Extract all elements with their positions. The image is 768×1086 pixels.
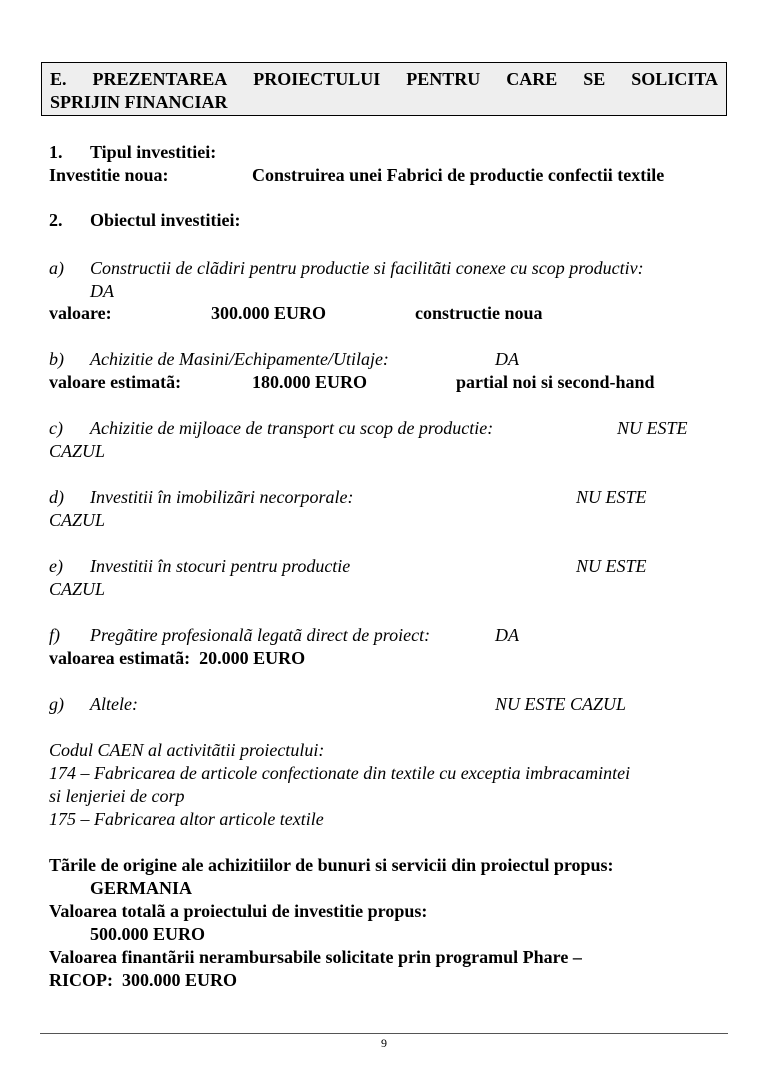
origin-label: Tãrile de origine ale achizitiilor de bunuri si servicii din proiectul propus: <box>49 855 614 875</box>
caen-line-3: 175 – Fabricarea altor articole textile <box>49 809 324 829</box>
item-g-answer: NU ESTE CAZUL <box>495 694 627 714</box>
investment-type-value: Construirea unei Fabrici de productie confectii textile <box>252 165 665 185</box>
item-c-answer: NU ESTE <box>617 418 688 438</box>
item-c-text: Achizitie de mijloace de transport cu scop de productie: <box>90 418 494 438</box>
item-f-letter: f) <box>49 625 60 645</box>
item-d-letter: d) <box>49 487 64 507</box>
item-d-answer-cont: CAZUL <box>49 510 106 530</box>
header-word: PROIECTULUI <box>253 69 381 89</box>
header-word: CARE <box>506 69 558 89</box>
total-value: 500.000 EURO <box>90 924 206 944</box>
investment-type-label: Investitie noua: <box>49 165 169 185</box>
header-word: E. <box>50 69 67 89</box>
heading-investment-object: Obiectul investitiei: <box>90 210 241 230</box>
item-b-value-label: valoare estimatã: <box>49 372 182 392</box>
heading-number-1: 1. <box>49 142 63 162</box>
item-g-letter: g) <box>49 694 64 714</box>
item-e-answer: NU ESTE <box>576 556 647 576</box>
header-word: PENTRU <box>406 69 481 89</box>
total-value-label: Valoarea totalã a proiectului de investitie propus: <box>49 901 428 921</box>
page-number: 9 <box>381 1036 387 1050</box>
item-e-letter: e) <box>49 556 63 576</box>
item-d-answer: NU ESTE <box>576 487 647 507</box>
caen-line-1: 174 – Fabricarea de articole confectionate din textile cu exceptia imbracamintei <box>49 763 631 783</box>
item-b-note: partial noi si second-hand <box>456 372 655 392</box>
item-g-text: Altele: <box>90 694 138 714</box>
item-a-answer: DA <box>90 281 114 301</box>
item-f-answer: DA <box>495 625 519 645</box>
item-c-letter: c) <box>49 418 63 438</box>
item-f-value: valoarea estimatã: 20.000 EURO <box>49 648 306 668</box>
caen-line-2: si lenjeriei de corp <box>49 786 185 806</box>
item-e-answer-cont: CAZUL <box>49 579 106 599</box>
heading-investment-type: Tipul investitiei: <box>90 142 217 162</box>
grant-line-1: Valoarea finantãrii nerambursabile solicitate prin programul Phare – <box>49 947 582 967</box>
item-a-text: Constructii de clãdiri pentru productie si facilitãti conexe cu scop productiv: <box>90 258 644 278</box>
header-word: PREZENTAREA <box>92 69 228 89</box>
header-word: SOLICITA <box>631 69 718 89</box>
header-word: SE <box>583 69 606 89</box>
item-b-answer: DA <box>495 349 519 369</box>
section-header-line2: SPRIJIN FINANCIAR <box>50 92 228 112</box>
item-a-note: constructie noua <box>415 303 543 323</box>
item-a-letter: a) <box>49 258 64 278</box>
section-header-line1 <box>50 68 718 91</box>
item-e-text: Investitii în stocuri pentru productie <box>90 556 351 576</box>
item-f-text: Pregãtire profesionalã legatã direct de proiect: <box>90 625 431 645</box>
item-c-answer-cont: CAZUL <box>49 441 106 461</box>
item-d-text: Investitii în imobilizãri necorporale: <box>90 487 354 507</box>
item-a-value-label: valoare: <box>49 303 112 323</box>
footer-divider <box>40 1033 728 1034</box>
heading-number-2: 2. <box>49 210 63 230</box>
item-b-text: Achizitie de Masini/Echipamente/Utilaje: <box>90 349 389 369</box>
section-header-box <box>41 62 727 116</box>
grant-line-2: RICOP: 300.000 EURO <box>49 970 237 990</box>
item-b-letter: b) <box>49 349 64 369</box>
origin-value: GERMANIA <box>90 878 192 898</box>
item-a-value: 300.000 EURO <box>211 303 327 323</box>
caen-label: Codul CAEN al activitãtii proiectului: <box>49 740 325 760</box>
item-b-value: 180.000 EURO <box>252 372 368 392</box>
